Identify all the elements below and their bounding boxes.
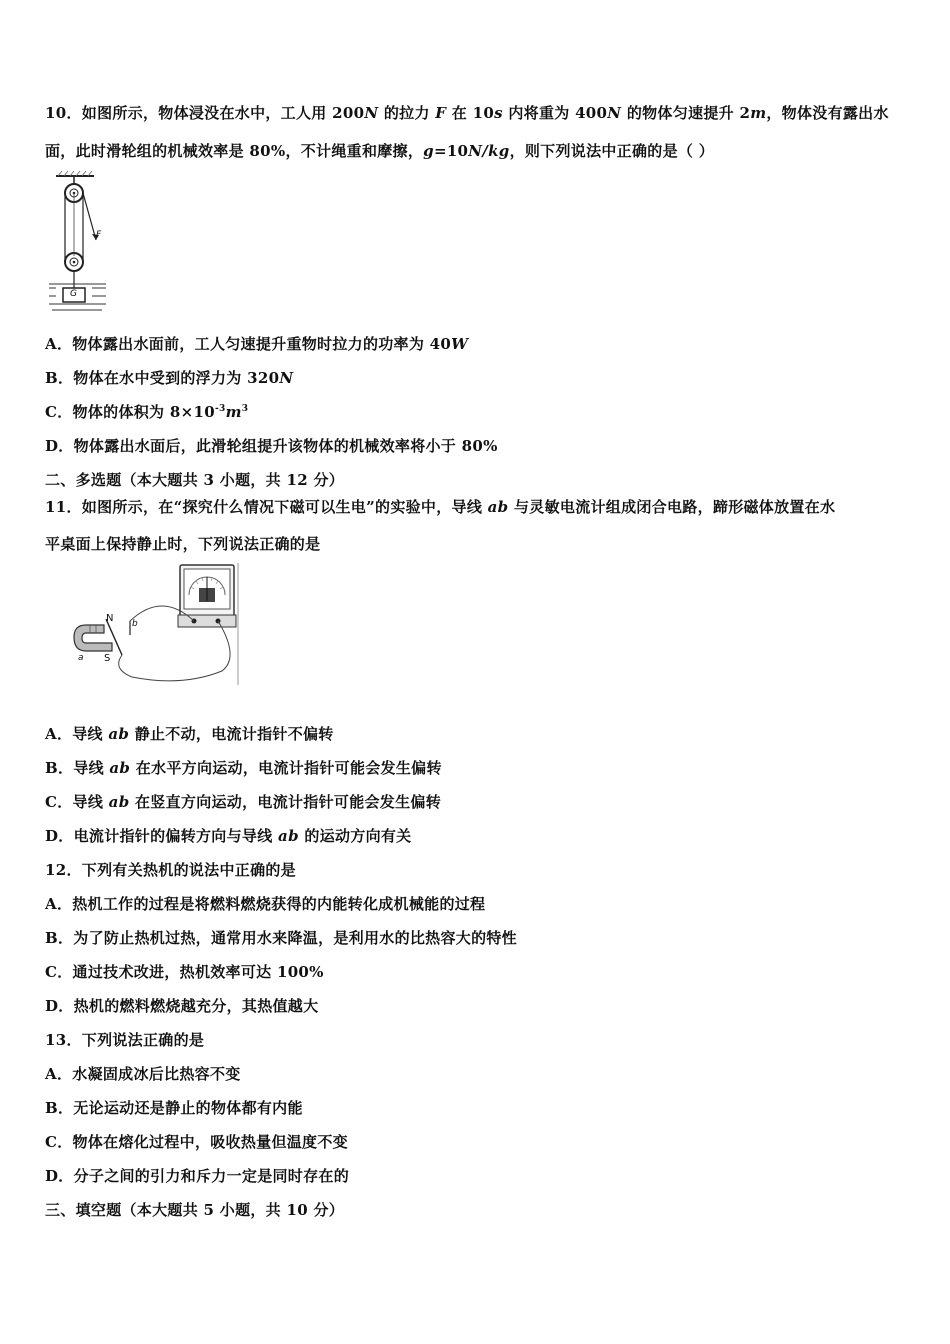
q10-option-d: D．物体露出水面后，此滑轮组提升该物体的机械效率将小于 80% (45, 437, 498, 455)
q12-option-d: D．热机的燃料燃烧越充分，其热值越大 (45, 997, 319, 1015)
q13-option-a: A．水凝固成冰后比热容不变 (45, 1065, 241, 1083)
q10-option-a: A．物体露出水面前，工人匀速提升重物时拉力的功率为 40W (45, 335, 469, 353)
q10-stem-line1: 10．如图所示，物体浸没在水中，工人用 200N 的拉力 F 在 10s 内将重为 400N 的物体匀速提升 2m，物体没有露出水 (45, 104, 889, 122)
q13-option-c: C．物体在熔化过程中，吸收热量但温度不变 (45, 1133, 348, 1151)
q12-stem: 12．下列有关热机的说法中正确的是 (45, 861, 296, 879)
q13-option-b: B．无论运动还是静止的物体都有内能 (45, 1099, 303, 1117)
wire-end-b-label: b (132, 619, 138, 629)
q10-stem-line2: 面，此时滑轮组的机械效率是 80%，不计绳重和摩擦，g=10N/kg，则下列说法中正确的是（ ） (45, 142, 715, 160)
force-label: F (96, 230, 102, 240)
q11-option-d: D．电流计指针的偏转方向与导线 ab 的运动方向有关 (45, 827, 412, 845)
electromagnetic-induction-figure (72, 561, 244, 687)
q12-option-a: A．热机工作的过程是将燃料燃烧获得的内能转化成机械能的过程 (45, 895, 486, 913)
object-label: G (70, 289, 77, 299)
q12-option-c: C．通过技术改进，热机效率可达 100% (45, 963, 324, 981)
q11-option-c: C．导线 ab 在竖直方向运动，电流计指针可能会发生偏转 (45, 793, 442, 811)
section-2-heading: 二、多选题（本大题共 3 小题，共 12 分） (45, 471, 345, 489)
section-3-heading: 三、填空题（本大题共 5 小题，共 10 分） (45, 1201, 345, 1219)
q11-stem-line2: 平桌面上保持静止时，下列说法正确的是 (45, 535, 321, 553)
q11-option-b: B．导线 ab 在水平方向运动，电流计指针可能会发生偏转 (45, 759, 442, 777)
q10-option-b: B．物体在水中受到的浮力为 320N (45, 369, 294, 387)
pulley-system-figure (46, 170, 116, 320)
q12-option-b: B．为了防止热机过热，通常用水来降温，是利用水的比热容大的特性 (45, 929, 517, 947)
s-pole-label: S (104, 653, 111, 664)
wire-end-a-label: a (78, 653, 84, 663)
q10-option-c: C．物体的体积为 $8\times 10^{-3}m^3$ (45, 403, 249, 421)
n-pole-label: N (106, 613, 114, 624)
q11-option-a: A．导线 ab 静止不动，电流计指针不偏转 (45, 725, 334, 743)
q13-option-d: D．分子之间的引力和斥力一定是同时存在的 (45, 1167, 350, 1185)
q13-stem: 13．下列说法正确的是 (45, 1031, 205, 1049)
q11-stem-line1: 11．如图所示，在“探究什么情况下磁可以生电”的实验中，导线 ab 与灵敏电流计组成闭合电路，蹄形磁体放置在水 (45, 498, 836, 516)
